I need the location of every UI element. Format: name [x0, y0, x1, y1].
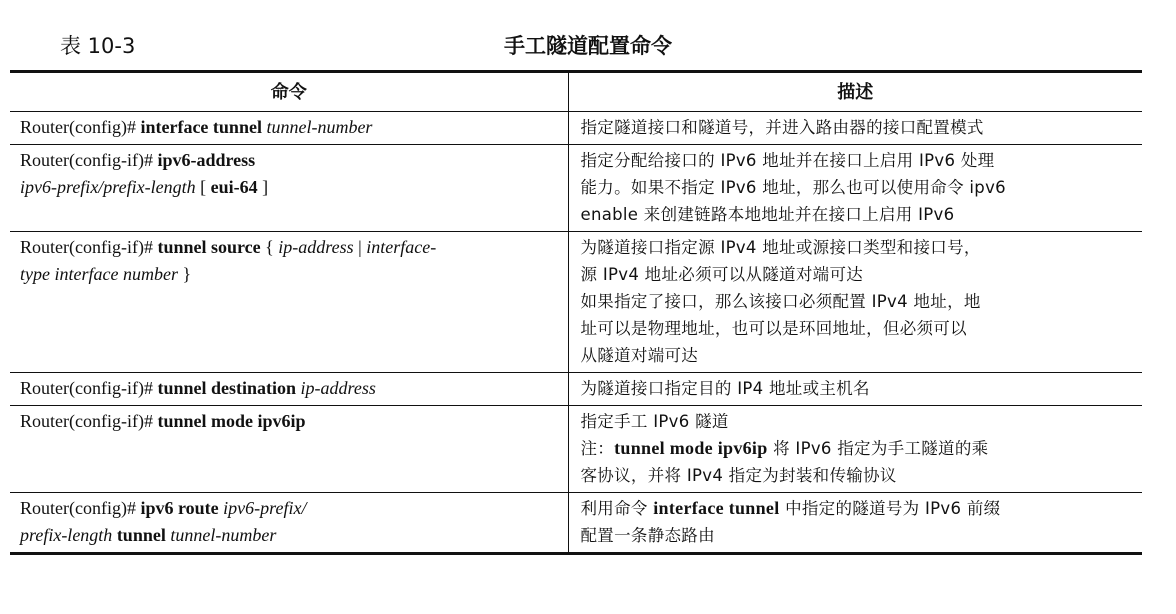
- description-line: [581, 201, 1135, 228]
- keyword-text: tunnel mode ipv6ip: [157, 411, 306, 431]
- column-header-description: 描述: [568, 72, 1142, 112]
- description-line: [581, 462, 1135, 489]
- keyword-text: tunnel destination: [157, 378, 296, 398]
- command-line: [20, 147, 560, 174]
- command-line: [20, 114, 560, 141]
- keyword-text: tunnel: [116, 525, 166, 545]
- description-line: [581, 261, 1135, 288]
- description-line: [581, 408, 1135, 435]
- argument-text: ip-address: [278, 237, 354, 257]
- plain-text: 指定隧道接口和隧道号，并进入路由器的接口配置模式: [580, 118, 984, 137]
- description-cell: [568, 145, 1142, 232]
- description-line: [581, 435, 1135, 462]
- description-line: [581, 315, 1135, 342]
- table-row: [10, 373, 1142, 406]
- plain-text: [: [195, 177, 211, 197]
- table-row: [10, 112, 1142, 145]
- keyword-text: interface tunnel: [653, 498, 780, 518]
- argument-text: ipv6-prefix/prefix-length: [20, 177, 196, 197]
- keyword-text: ipv6 route: [140, 498, 219, 518]
- command-cell: [10, 493, 568, 554]
- plain-text: }: [177, 264, 192, 284]
- description-line: [581, 114, 1135, 141]
- description-cell: [568, 406, 1142, 493]
- plain-text: 从隧道对端可达: [580, 346, 699, 365]
- argument-text: type interface number: [20, 264, 178, 284]
- table-row: [10, 232, 1142, 373]
- plain-text: 指定分配给接口的 IPv6 地址并在接口上启用 IPv6 处理: [580, 151, 995, 170]
- plain-text: 将 IPv6 指定为手工隧道的乘: [767, 439, 989, 458]
- description-line: [581, 288, 1135, 315]
- command-table: [10, 70, 1142, 555]
- keyword-text: ipv6-address: [157, 150, 256, 170]
- table-caption: [0, 30, 1176, 66]
- description-cell: [568, 373, 1142, 406]
- plain-text: enable 来创建链路本地地址并在接口上启用 IPv6: [580, 205, 955, 224]
- argument-text: ip-address: [300, 378, 376, 398]
- table-row: [10, 406, 1142, 493]
- description-line: [581, 375, 1135, 402]
- command-line: [20, 495, 560, 522]
- command-cell: [10, 112, 568, 145]
- argument-text: ipv6-prefix/: [223, 498, 307, 518]
- plain-text: 利用命令: [580, 499, 654, 518]
- plain-text: {: [260, 237, 279, 257]
- table-number: 表 10-3: [60, 34, 136, 58]
- plain-text: 能力。如果不指定 IPv6 地址，那么也可以使用命令 ipv6: [580, 178, 1006, 197]
- plain-text: 注：: [580, 439, 615, 458]
- description-line: [581, 174, 1135, 201]
- command-line: [20, 261, 560, 288]
- plain-text: |: [353, 237, 367, 257]
- keyword-text: eui-64: [210, 177, 258, 197]
- plain-text: Router(config-if)#: [20, 411, 158, 431]
- command-cell: [10, 145, 568, 232]
- table-body: [10, 112, 1142, 554]
- column-header-command: 命令: [10, 72, 568, 112]
- table-title: 手工隧道配置命令: [504, 34, 672, 58]
- plain-text: 为隧道接口指定目的 IP4 地址或主机名: [580, 379, 870, 398]
- table-row: [10, 145, 1142, 232]
- description-cell: [568, 493, 1142, 554]
- plain-text: 配置一条静态路由: [580, 526, 715, 545]
- description-line: [581, 342, 1135, 369]
- plain-text: 为隧道接口指定源 IPv4 地址或源接口类型和接口号，: [580, 238, 981, 257]
- plain-text: Router(config-if)#: [20, 378, 158, 398]
- description-cell: [568, 232, 1142, 373]
- command-line: [20, 522, 560, 549]
- plain-text: 指定手工 IPv6 隧道: [580, 412, 729, 431]
- argument-text: tunnel-number: [266, 117, 373, 137]
- command-cell: [10, 232, 568, 373]
- argument-text: interface-: [366, 237, 437, 257]
- command-cell: [10, 373, 568, 406]
- description-line: [581, 495, 1135, 522]
- plain-text: 客协议，并将 IPv4 指定为封装和传输协议: [580, 466, 897, 485]
- plain-text: 如果指定了接口，那么该接口必须配置 IPv4 地址，地: [580, 292, 981, 311]
- command-line: [20, 408, 560, 435]
- description-line: [581, 522, 1135, 549]
- description-line: [581, 147, 1135, 174]
- argument-text: tunnel-number: [170, 525, 277, 545]
- command-line: [20, 234, 560, 261]
- plain-text: 址可以是物理地址，也可以是环回地址，但必须可以: [580, 319, 967, 338]
- plain-text: 中指定的隧道号为 IPv6 前缀: [779, 499, 1001, 518]
- plain-text: Router(config-if)#: [20, 237, 158, 257]
- plain-text: Router(config)#: [20, 498, 141, 518]
- command-cell: [10, 406, 568, 493]
- table-header-row: [10, 72, 1142, 112]
- plain-text: Router(config-if)#: [20, 150, 158, 170]
- keyword-text: interface tunnel: [140, 117, 262, 137]
- description-line: [581, 234, 1135, 261]
- plain-text: Router(config)#: [20, 117, 141, 137]
- keyword-text: tunnel source: [157, 237, 261, 257]
- keyword-text: tunnel mode ipv6ip: [614, 438, 768, 458]
- table-row: [10, 493, 1142, 554]
- command-line: [20, 375, 560, 402]
- command-line: [20, 174, 560, 201]
- description-cell: [568, 112, 1142, 145]
- plain-text: ]: [257, 177, 269, 197]
- argument-text: prefix-length: [20, 525, 113, 545]
- plain-text: 源 IPv4 地址必须可以从隧道对端可达: [580, 265, 864, 284]
